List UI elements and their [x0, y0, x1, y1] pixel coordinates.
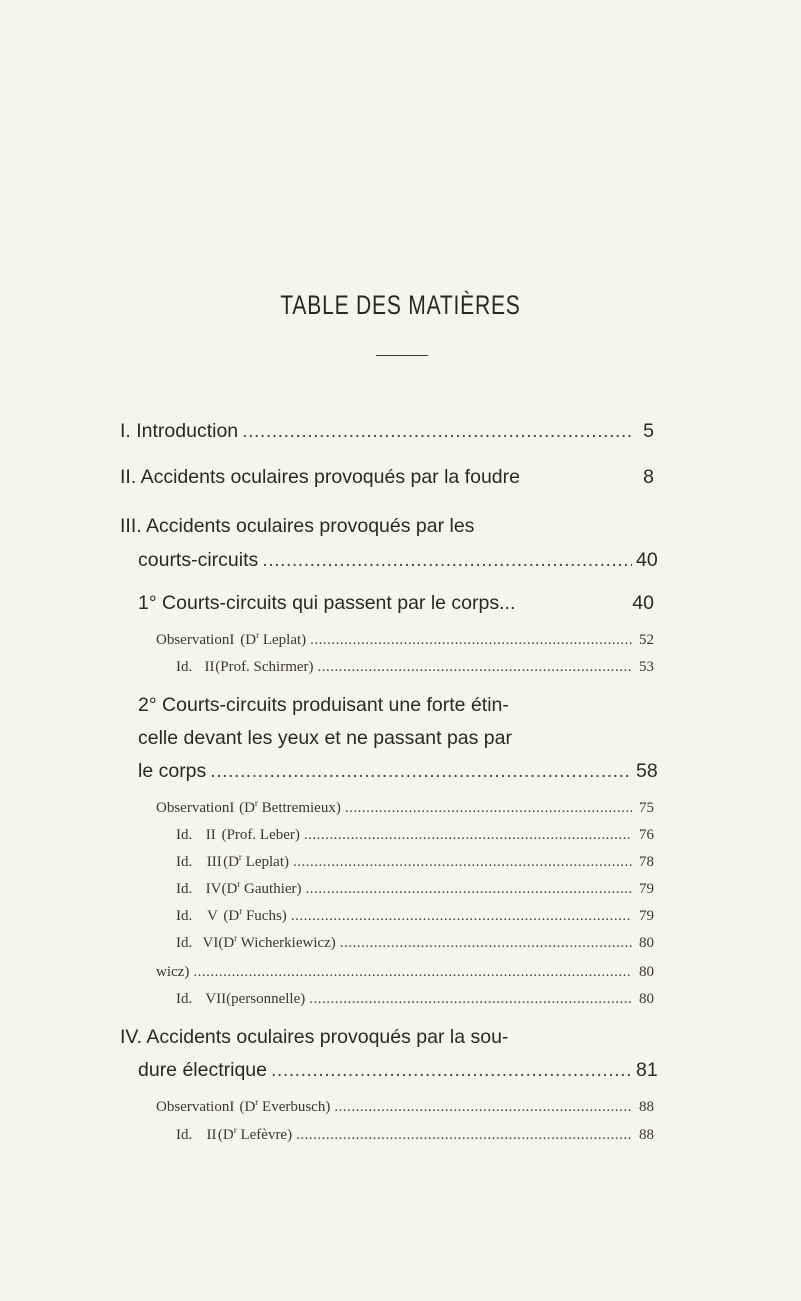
dot-leader: [242, 420, 632, 443]
entry-text: II. Accidents oculaires provoqués par la foudre: [120, 466, 520, 488]
toc-observation: [176, 827, 654, 844]
toc-entry-foudre: [120, 466, 654, 489]
observation-number: II: [204, 659, 215, 675]
page-number: 80: [639, 991, 654, 1007]
page-number: 52: [639, 632, 654, 648]
observation-label: Observation: [156, 1099, 230, 1115]
observation-number: IV: [205, 881, 222, 897]
observation-number: I: [229, 632, 235, 648]
page-number: 79: [639, 881, 654, 897]
page-number: 79: [639, 908, 654, 924]
toc-observation: [176, 854, 654, 871]
toc-entry-soudure: [120, 1026, 508, 1049]
toc-observation: [156, 800, 654, 817]
toc-observation: [176, 935, 654, 952]
toc-entry-subsection-2-end: [138, 760, 658, 783]
toc-entry-soudure-cont: [138, 1059, 658, 1082]
toc-entry-subsection-2: [138, 694, 509, 717]
observation-number: II: [205, 827, 216, 843]
dot-leader: [309, 991, 632, 1008]
dot-leader: [193, 964, 632, 981]
observation-label: Id.: [176, 827, 193, 843]
dot-leader: [304, 827, 632, 844]
entry-text: I. Introduction: [120, 420, 239, 442]
observation-label: Id.: [176, 908, 193, 924]
observation-number: I: [229, 800, 235, 816]
toc-observation: [176, 659, 654, 676]
page-number: 81: [636, 1059, 658, 1081]
observation-label: Id.: [176, 854, 193, 870]
dot-leader: [306, 881, 632, 898]
observation-author: (Prof. Leber): [221, 827, 300, 843]
dot-leader: [293, 854, 632, 871]
toc-observation-cont: [156, 964, 654, 981]
toc-entry-courts-circuits: [120, 515, 474, 538]
page-number: 75: [639, 800, 654, 816]
observation-author: (personnelle): [226, 991, 306, 1007]
page-number: 8: [643, 466, 654, 488]
observation-author: (Prof. Schirmer): [215, 659, 314, 675]
observation-number: VI: [202, 935, 219, 951]
observation-author: ($D^r$ Everbusch): [239, 1097, 331, 1115]
toc-entry-subsection-2-cont: [138, 727, 512, 750]
toc-observation: [156, 632, 654, 649]
dot-leader: [345, 800, 632, 817]
toc-observation: [176, 908, 654, 925]
toc-observation: [176, 881, 654, 898]
dot-leader: [340, 935, 632, 952]
dot-leader: [210, 760, 632, 783]
dot-leader: [318, 659, 632, 676]
entry-text: III. Accidents oculaires provoqués par les: [120, 515, 475, 537]
dot-leader: [271, 1059, 632, 1082]
entry-text: le corps: [138, 760, 207, 782]
dot-leader: [262, 549, 632, 572]
observation-label: Id.: [176, 991, 193, 1007]
toc-observation: [156, 1099, 654, 1116]
observation-label: Observation: [156, 800, 230, 816]
page-title: TABLE DES MATIÈRES: [280, 290, 521, 320]
observation-number: II: [206, 1127, 217, 1143]
observation-label: Observation: [156, 632, 230, 648]
observation-label: Id.: [176, 659, 193, 675]
observation-label: Id.: [176, 1127, 193, 1143]
page-number: 88: [639, 1127, 654, 1143]
entry-text: courts-circuits: [138, 549, 259, 571]
observation-author: ($D^r$ Gauthier): [221, 879, 302, 897]
toc-entry-courts-circuits-cont: [138, 549, 658, 572]
toc-observation: [176, 991, 654, 1008]
toc-entry-subsection-1: [138, 592, 654, 615]
dot-leader: [334, 1099, 632, 1116]
entry-text: 2° Courts-circuits produisant une forte étin-: [138, 694, 509, 716]
entry-text: dure électrique: [138, 1059, 267, 1081]
entry-text: celle devant les yeux et ne passant pas par: [138, 727, 512, 749]
toc-observation: [176, 1127, 654, 1144]
page-number: 76: [639, 827, 654, 843]
page-number: 58: [636, 760, 658, 782]
observation-author: ($D^r$ Lefèvre): [217, 1125, 293, 1143]
entry-text: wicz): [156, 964, 190, 980]
dot-leader: [310, 632, 632, 649]
page-number: 40: [636, 549, 658, 571]
page-number: 88: [639, 1099, 654, 1115]
observation-number: V: [206, 908, 218, 924]
page-number: 80: [639, 964, 654, 980]
observation-author: ($D^r$ Leplat): [223, 852, 289, 870]
entry-text: IV. Accidents oculaires provoqués par la sou-: [120, 1026, 509, 1048]
page-number: 5: [643, 420, 654, 442]
observation-number: I: [229, 1099, 235, 1115]
page-number: 80: [639, 935, 654, 951]
observation-author: ($D^r$ Leplat): [240, 630, 307, 648]
observation-label: Id.: [176, 935, 193, 951]
dot-leader: [296, 1127, 632, 1144]
page-number: 53: [639, 659, 655, 675]
observation-number: III: [206, 854, 222, 870]
observation-author: ($D^r$ Fuchs): [223, 906, 287, 924]
observation-label: Id.: [176, 881, 193, 897]
page-number: 78: [639, 854, 654, 870]
dot-leader: [291, 908, 632, 925]
toc-entry-introduction: [120, 420, 654, 443]
page-number: 40: [632, 592, 654, 614]
observation-author: ($D^r$ Wicherkiewicz): [218, 933, 336, 951]
observation-author: ($D^r$ Bettremieux): [239, 798, 341, 816]
observation-number: VII: [205, 991, 227, 1007]
title-divider: [376, 355, 428, 356]
entry-text: 1° Courts-circuits qui passent par le corps...: [138, 592, 516, 614]
